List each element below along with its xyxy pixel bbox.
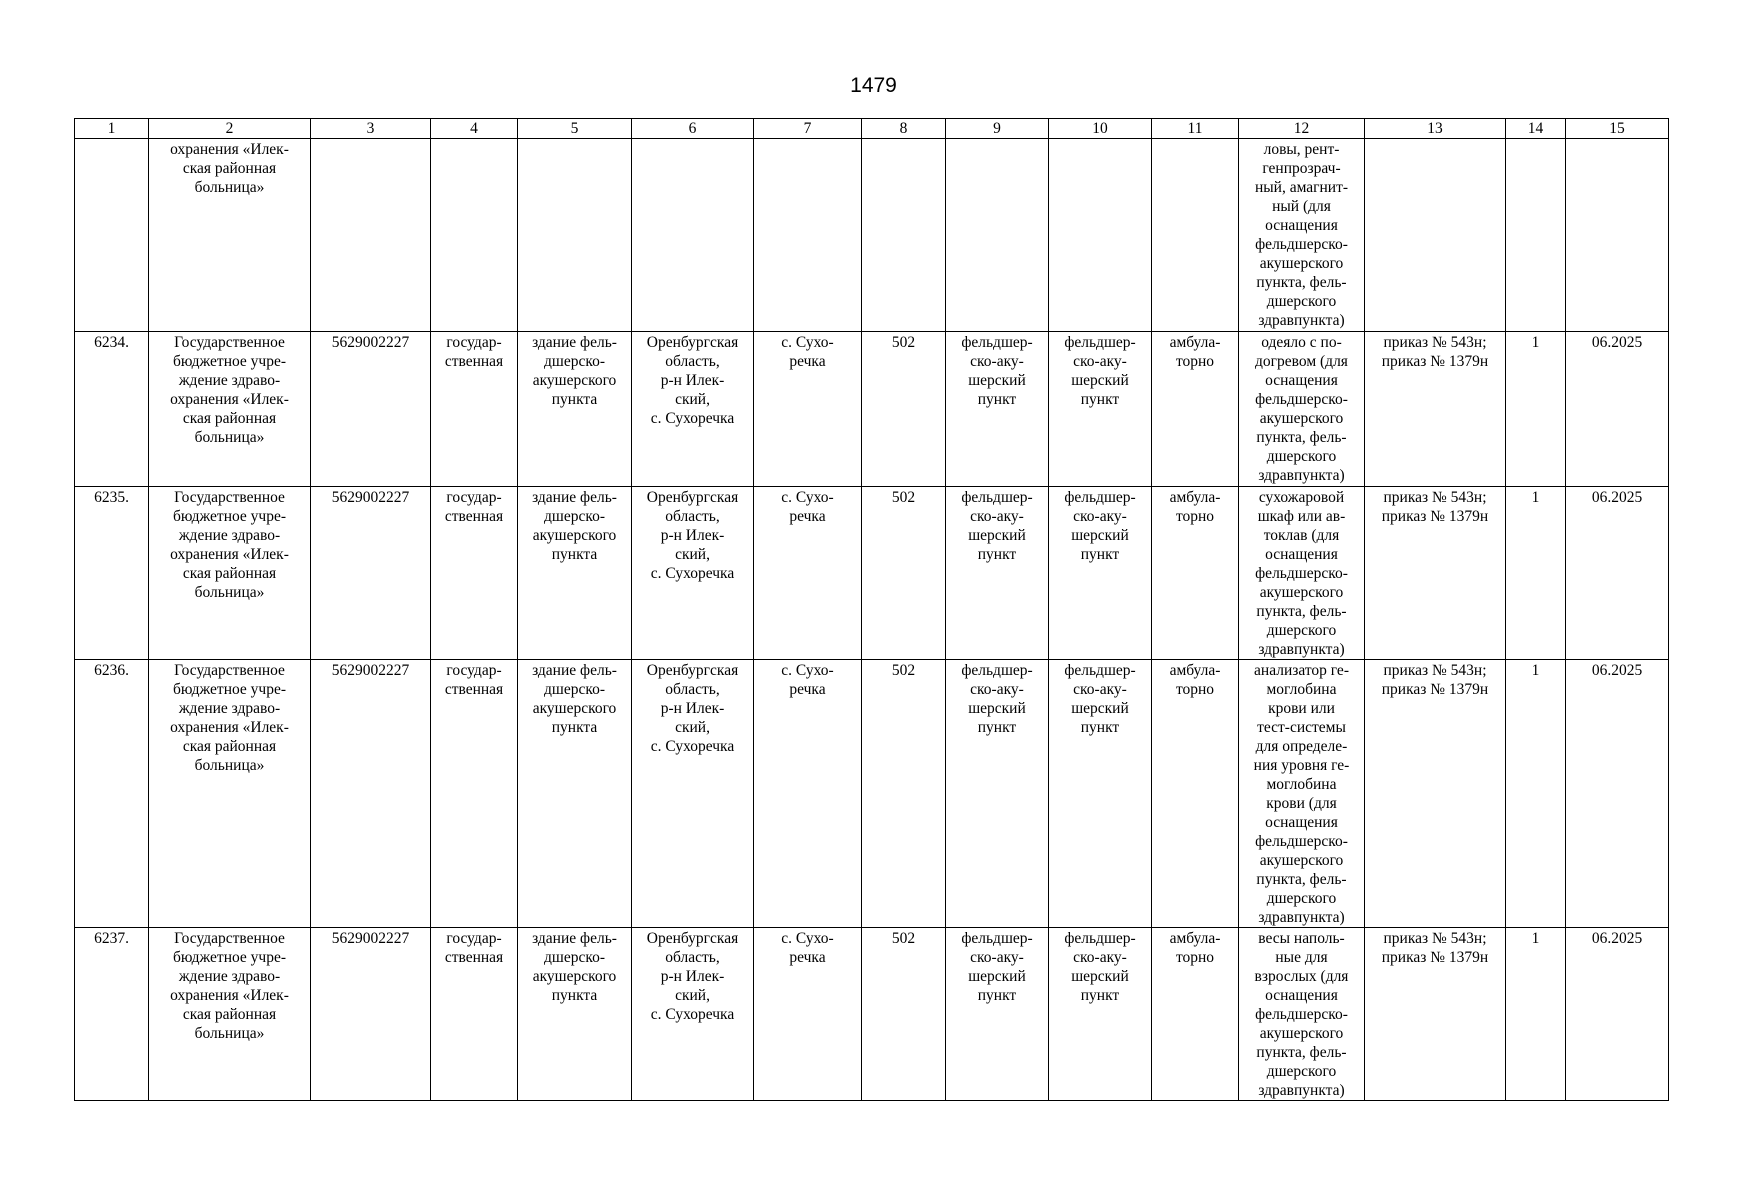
cell-subdivision: фельдшер- ско-аку- шерский пункт	[1049, 928, 1152, 1101]
column-number: 8	[862, 119, 946, 139]
cell-institution: Государственное бюджетное учре- ждение здраво- охранения «Илек- ская районная больница»	[149, 332, 311, 487]
cell-code: 502	[862, 928, 946, 1101]
column-number: 2	[149, 119, 311, 139]
cell-subdivision: фельдшер- ско-аку- шерский пункт	[1049, 660, 1152, 928]
cell-address: Оренбургская область, р-н Илек- ский, с. Сухоречка	[632, 332, 754, 487]
cell-qty: 1	[1506, 928, 1566, 1101]
cell-subdivision: фельдшер- ско-аку- шерский пункт	[1049, 487, 1152, 660]
cell-inn: 5629002227	[311, 487, 431, 660]
cell-date: 06.2025	[1566, 660, 1669, 928]
cell-institution: охранения «Илек- ская районная больница»	[149, 139, 311, 332]
table-row	[75, 660, 1669, 928]
page-number: 1479	[850, 74, 897, 97]
column-number: 10	[1049, 119, 1152, 139]
cell-code: 502	[862, 332, 946, 487]
cell-ownership: государ- ственная	[431, 660, 518, 928]
cell-address: Оренбургская область, р-н Илек- ский, с. Сухоречка	[632, 487, 754, 660]
cell-institution: Государственное бюджетное учре- ждение здраво- охранения «Илек- ская районная больница»	[149, 928, 311, 1101]
cell-order: приказ № 543н; приказ № 1379н	[1365, 332, 1506, 487]
cell-equipment: весы наполь- ные для взрослых (для оснащения фельдшерско- акушерского пункта, фель- дшерского здравпункта)	[1239, 928, 1365, 1101]
registry-table	[74, 118, 1669, 1101]
column-number: 13	[1365, 119, 1506, 139]
table-row	[75, 332, 1669, 487]
cell-locality: с. Сухо- речка	[754, 332, 862, 487]
cell-ownership: государ- ственная	[431, 928, 518, 1101]
cell-equipment: одеяло с по- догревом (для оснащения фельдшерско- акушерского пункта, фель- дшерского здравпункта)	[1239, 332, 1365, 487]
cell-num: 6235.	[75, 487, 149, 660]
column-number: 9	[946, 119, 1049, 139]
cell-care: амбула- торно	[1152, 660, 1239, 928]
cell-date: 06.2025	[1566, 487, 1669, 660]
column-number: 11	[1152, 119, 1239, 139]
cell-building: здание фель- дшерско- акушерского пункта	[518, 332, 632, 487]
cell-num: 6236.	[75, 660, 149, 928]
cell-locality: с. Сухо- речка	[754, 660, 862, 928]
cell-address: Оренбургская область, р-н Илек- ский, с. Сухоречка	[632, 928, 754, 1101]
cell-locality: с. Сухо- речка	[754, 487, 862, 660]
cell-care: амбула- торно	[1152, 487, 1239, 660]
cell-code: 502	[862, 487, 946, 660]
continuation-row	[75, 139, 1669, 332]
column-number: 3	[311, 119, 431, 139]
cell-subdivision: фельдшер- ско-аку- шерский пункт	[1049, 332, 1152, 487]
column-number: 5	[518, 119, 632, 139]
cell-ownership: государ- ственная	[431, 487, 518, 660]
cell-type: фельдшер- ско-аку- шерский пункт	[946, 928, 1049, 1101]
cell-building: здание фель- дшерско- акушерского пункта	[518, 660, 632, 928]
column-number: 6	[632, 119, 754, 139]
cell-ownership: государ- ственная	[431, 332, 518, 487]
cell-equipment: анализатор ге- моглобина крови или тест-системы для определе- ния уровня ге- моглобина крови (для оснащения фельдшерско- акушерского пункта, фель- дшерского здравпункта)	[1239, 660, 1365, 928]
cell-order: приказ № 543н; приказ № 1379н	[1365, 487, 1506, 660]
cell-date: 06.2025	[1566, 332, 1669, 487]
table-row	[75, 928, 1669, 1101]
cell-order: приказ № 543н; приказ № 1379н	[1365, 660, 1506, 928]
cell-care: амбула- торно	[1152, 332, 1239, 487]
cell-type: фельдшер- ско-аку- шерский пункт	[946, 660, 1049, 928]
cell-inn: 5629002227	[311, 928, 431, 1101]
cell-type: фельдшер- ско-аку- шерский пункт	[946, 487, 1049, 660]
cell-code: 502	[862, 660, 946, 928]
column-number: 7	[754, 119, 862, 139]
cell-care: амбула- торно	[1152, 928, 1239, 1101]
cell-num: 6234.	[75, 332, 149, 487]
cell-institution: Государственное бюджетное учре- ждение здраво- охранения «Илек- ская районная больница»	[149, 660, 311, 928]
cell-qty: 1	[1506, 487, 1566, 660]
cell-qty: 1	[1506, 660, 1566, 928]
column-number: 12	[1239, 119, 1365, 139]
cell-equipment: ловы, рент- генпрозрач- ный, амагнит- ный (для оснащения фельдшерско- акушерского пункта, фель- дшерского здравпункта)	[1239, 139, 1365, 332]
cell-num	[75, 139, 149, 332]
cell-num: 6237.	[75, 928, 149, 1101]
cell-inn: 5629002227	[311, 660, 431, 928]
column-number-row	[75, 119, 1669, 139]
cell-locality: с. Сухо- речка	[754, 928, 862, 1101]
cell-date: 06.2025	[1566, 928, 1669, 1101]
column-number: 1	[75, 119, 149, 139]
cell-building: здание фель- дшерско- акушерского пункта	[518, 487, 632, 660]
column-number: 15	[1566, 119, 1669, 139]
cell-qty: 1	[1506, 332, 1566, 487]
cell-institution: Государственное бюджетное учре- ждение здраво- охранения «Илек- ская районная больница»	[149, 487, 311, 660]
cell-equipment: сухожаровой шкаф или ав- токлав (для оснащения фельдшерско- акушерского пункта, фель- дшерского здравпункта)	[1239, 487, 1365, 660]
cell-building: здание фель- дшерско- акушерского пункта	[518, 928, 632, 1101]
table-row	[75, 487, 1669, 660]
cell-order: приказ № 543н; приказ № 1379н	[1365, 928, 1506, 1101]
column-number: 14	[1506, 119, 1566, 139]
cell-inn: 5629002227	[311, 332, 431, 487]
column-number: 4	[431, 119, 518, 139]
cell-type: фельдшер- ско-аку- шерский пункт	[946, 332, 1049, 487]
cell-address: Оренбургская область, р-н Илек- ский, с. Сухоречка	[632, 660, 754, 928]
